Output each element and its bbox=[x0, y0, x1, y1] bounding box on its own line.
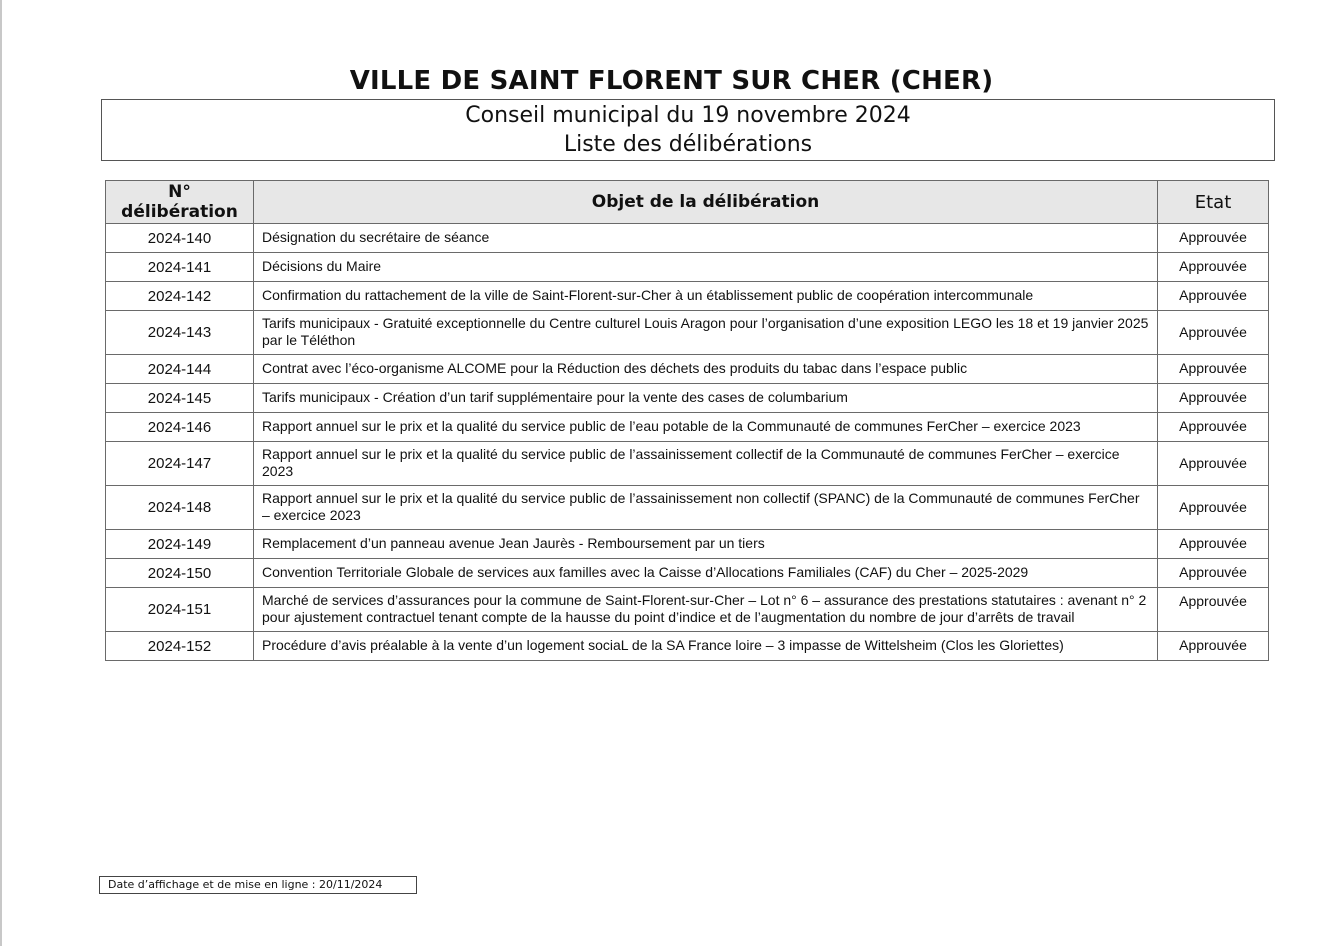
scan-edge bbox=[0, 0, 2, 946]
table-row bbox=[106, 282, 1269, 311]
deliberation-status: Approuvée bbox=[1158, 632, 1269, 661]
table-row bbox=[106, 530, 1269, 559]
deliberation-number: 2024-148 bbox=[106, 486, 254, 530]
deliberation-object: Convention Territoriale Globale de services aux familles avec la Caisse d’Allocations Familiales (CAF) du Cher – 2025-2029 bbox=[254, 559, 1158, 588]
table-header-row bbox=[106, 181, 1269, 224]
deliberation-object: Confirmation du rattachement de la ville de Saint-Florent-sur-Cher à un établissement public de coopération intercommunale bbox=[254, 282, 1158, 311]
deliberation-number: 2024-145 bbox=[106, 384, 254, 413]
deliberation-number: 2024-141 bbox=[106, 253, 254, 282]
table-row bbox=[106, 559, 1269, 588]
deliberation-number: 2024-151 bbox=[106, 588, 254, 632]
deliberation-number: 2024-143 bbox=[106, 311, 254, 355]
column-header-object: Objet de la délibération bbox=[254, 181, 1158, 224]
document-title: VILLE DE SAINT FLORENT SUR CHER (CHER) bbox=[349, 66, 994, 96]
deliberation-number: 2024-144 bbox=[106, 355, 254, 384]
table-row bbox=[106, 384, 1269, 413]
table-row bbox=[106, 486, 1269, 530]
deliberation-object: Procédure d’avis préalable à la vente d’un logement sociaL de la SA France loire – 3 impasse de Wittelsheim (Clos les Gloriettes) bbox=[254, 632, 1158, 661]
deliberation-number: 2024-150 bbox=[106, 559, 254, 588]
table-row bbox=[106, 224, 1269, 253]
deliberation-object: Décisions du Maire bbox=[254, 253, 1158, 282]
deliberation-status: Approuvée bbox=[1158, 486, 1269, 530]
deliberation-status: Approuvée bbox=[1158, 224, 1269, 253]
deliberation-status: Approuvée bbox=[1158, 282, 1269, 311]
deliberation-object: Contrat avec l’éco-organisme ALCOME pour la Réduction des déchets des produits du tabac dans l’espace public bbox=[254, 355, 1158, 384]
table-row bbox=[106, 413, 1269, 442]
deliberation-status: Approuvée bbox=[1158, 588, 1269, 632]
table-row bbox=[106, 442, 1269, 486]
table-row bbox=[106, 632, 1269, 661]
column-header-number: N° délibération bbox=[106, 181, 254, 224]
deliberation-number: 2024-152 bbox=[106, 632, 254, 661]
deliberation-object: Rapport annuel sur le prix et la qualité du service public de l’eau potable de la Communauté de communes FerCher – exercice 2023 bbox=[254, 413, 1158, 442]
session-title: Conseil municipal du 19 novembre 2024 bbox=[465, 103, 911, 128]
deliberation-number: 2024-149 bbox=[106, 530, 254, 559]
deliberation-object: Tarifs municipaux - Gratuité exceptionnelle du Centre culturel Louis Aragon pour l’organisation d’une exposition LEGO les 18 et 19 janvier 2025 par le Téléthon bbox=[254, 311, 1158, 355]
deliberation-number: 2024-140 bbox=[106, 224, 254, 253]
table-row bbox=[106, 588, 1269, 632]
deliberation-number: 2024-147 bbox=[106, 442, 254, 486]
table-row bbox=[106, 311, 1269, 355]
deliberation-status: Approuvée bbox=[1158, 530, 1269, 559]
deliberation-status: Approuvée bbox=[1158, 253, 1269, 282]
deliberation-object: Rapport annuel sur le prix et la qualité du service public de l’assainissement non collectif (SPANC) de la Communauté de communes FerCher – exercice 2023 bbox=[254, 486, 1158, 530]
deliberation-object: Rapport annuel sur le prix et la qualité du service public de l’assainissement collectif de la Communauté de communes FerCher – exercice 2023 bbox=[254, 442, 1158, 486]
deliberation-object: Marché de services d’assurances pour la commune de Saint-Florent-sur-Cher – Lot n° 6 – assurance des prestations statutaires : avenant n° 2 pour ajustement contractuel tenant compte de la hausse du point d’indice et de l’augmentation du nombre de jour d’arrêts de travail bbox=[254, 588, 1158, 632]
deliberation-object: Tarifs municipaux - Création d’un tarif supplémentaire pour la vente des cases de columbarium bbox=[254, 384, 1158, 413]
deliberation-status: Approuvée bbox=[1158, 311, 1269, 355]
deliberation-object: Désignation du secrétaire de séance bbox=[254, 224, 1158, 253]
deliberation-number: 2024-142 bbox=[106, 282, 254, 311]
deliberation-object: Remplacement d’un panneau avenue Jean Jaurès - Remboursement par un tiers bbox=[254, 530, 1158, 559]
deliberation-status: Approuvée bbox=[1158, 384, 1269, 413]
deliberation-number: 2024-146 bbox=[106, 413, 254, 442]
list-title: Liste des délibérations bbox=[563, 132, 813, 157]
column-header-status: Etat bbox=[1158, 181, 1269, 224]
deliberations-table bbox=[105, 180, 1269, 661]
deliberation-status: Approuvée bbox=[1158, 442, 1269, 486]
table-row bbox=[106, 355, 1269, 384]
deliberation-status: Approuvée bbox=[1158, 355, 1269, 384]
posting-date-box: Date d’affichage et de mise en ligne : 20/11/2024 bbox=[99, 876, 417, 894]
deliberation-status: Approuvée bbox=[1158, 413, 1269, 442]
deliberation-status: Approuvée bbox=[1158, 559, 1269, 588]
table-row bbox=[106, 253, 1269, 282]
